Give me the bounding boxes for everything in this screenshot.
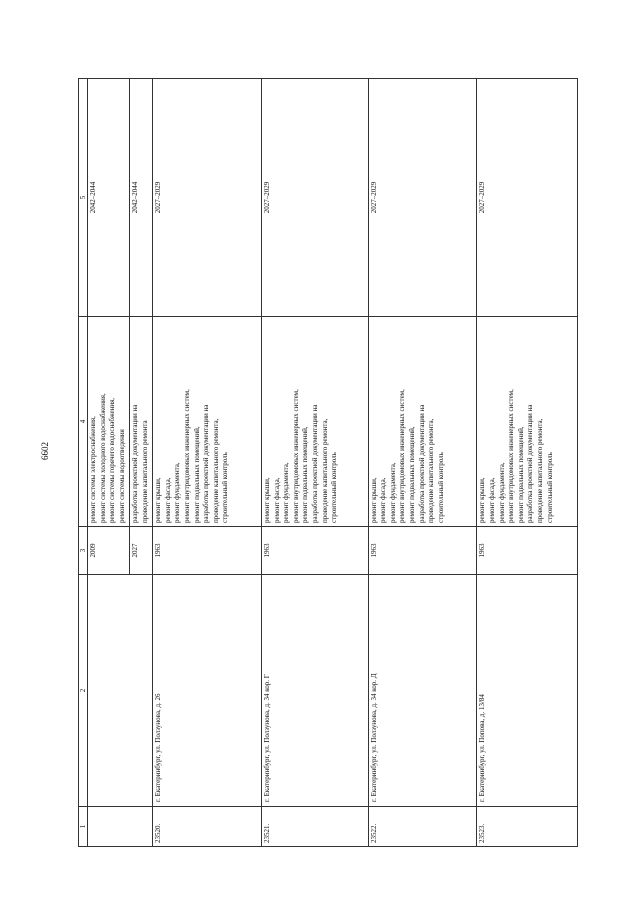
table-row [261, 79, 368, 847]
work-item: ремонт внутридомовых инженерных систем, [507, 389, 516, 523]
work-item: ремонт фундамента, [497, 462, 506, 523]
work-item: ремонт системы водоотведения [117, 429, 126, 523]
row-works [261, 317, 368, 527]
work-item: ремонт крыши, [154, 477, 163, 523]
work-item: ремонт внутридомовых инженерных систем, [398, 389, 407, 523]
work-item: проведение капитального ремонта, [320, 418, 329, 523]
row-year: 1963 [261, 527, 368, 575]
row-year: 1963 [153, 527, 262, 575]
row-address: г. Екатеринбург, ул. Ползунова, д. 26 [153, 575, 262, 807]
table-header-row [79, 79, 88, 847]
row-period: 2027–2029 [477, 79, 578, 317]
work-item: разработка проектной документации на [131, 404, 140, 523]
work-item: ремонт системы холодного водоснабжения, [98, 393, 107, 523]
row-address: г. Екатеринбург, ул. Ползунова, д. 34 кор. Г [261, 575, 368, 807]
work-item: разработка проектной документации на [202, 404, 211, 523]
column-header: 1 [79, 807, 88, 847]
row-address [88, 575, 153, 807]
work-item: разработка проектной документации на [310, 404, 319, 523]
work-item: ремонт фундамента, [173, 462, 182, 523]
row-year: 2009 [88, 527, 130, 575]
row-address: г. Екатеринбург, ул. Ползунова, д. 34 кор. Д [368, 575, 477, 807]
row-year: 2027 [130, 527, 153, 575]
row-period: 2042–2044 [88, 79, 130, 317]
work-item: строительный контроль [330, 452, 339, 523]
work-item: проведение капитального ремонта, [427, 418, 436, 523]
column-header: 4 [79, 317, 88, 527]
table-row [477, 79, 578, 847]
work-item: ремонт подвальных помещений, [192, 426, 201, 523]
row-year: 1963 [477, 527, 578, 575]
row-number: 23523. [477, 807, 578, 847]
row-works [153, 317, 262, 527]
work-item: ремонт крыши, [262, 477, 271, 523]
row-works [130, 317, 153, 527]
work-item: ремонт крыши, [369, 477, 378, 523]
work-item: ремонт фундамента, [388, 462, 397, 523]
work-item: разработка проектной документации на [526, 404, 535, 523]
work-item: строительный контроль [545, 452, 554, 523]
work-item: проведение капитального ремонта [141, 420, 150, 523]
page-number: 6602 [40, 442, 50, 460]
table-row [88, 79, 130, 847]
work-item: ремонт системы электроснабжения, [89, 416, 97, 523]
row-period: 2027–2029 [153, 79, 262, 317]
row-works [88, 317, 130, 527]
work-item: ремонт подвальных помещений, [408, 426, 417, 523]
work-item: строительный контроль [221, 452, 230, 523]
column-header: 2 [79, 575, 88, 807]
table-row [153, 79, 262, 847]
row-number: 23521. [261, 807, 368, 847]
work-item: ремонт внутридомовых инженерных систем, [291, 389, 300, 523]
row-period: 2027–2029 [368, 79, 477, 317]
work-item: разработка проектной документации на [417, 404, 426, 523]
row-number: 23520. [153, 807, 262, 847]
work-item: ремонт подвальных помещений, [301, 426, 310, 523]
row-number: 23522. [368, 807, 477, 847]
work-item: ремонт фасада, [272, 477, 281, 523]
row-address: г. Екатеринбург, ул. Попова, д. 13/84 [477, 575, 578, 807]
work-item: ремонт фасада, [163, 477, 172, 523]
work-item: ремонт крыши, [478, 477, 487, 523]
rotated-table-container [78, 79, 578, 847]
work-item: строительный контроль [436, 452, 445, 523]
column-header: 5 [79, 79, 88, 317]
work-item: ремонт подвальных помещений, [516, 426, 525, 523]
row-works [368, 317, 477, 527]
work-item: проведение капитального ремонта, [535, 418, 544, 523]
table-row [368, 79, 477, 847]
row-number [88, 807, 153, 847]
column-header: 3 [79, 527, 88, 575]
work-item: ремонт фасада, [487, 477, 496, 523]
work-item: ремонт фасада, [379, 477, 388, 523]
work-item: ремонт внутридомовых инженерных систем, [182, 389, 191, 523]
row-year: 1963 [368, 527, 477, 575]
capital-repair-table [78, 78, 578, 847]
work-item: проведение капитального ремонта, [211, 418, 220, 523]
row-works [477, 317, 578, 527]
work-item: ремонт системы горячего водоснабжения, [108, 397, 117, 523]
row-period: 2042–2044 [130, 79, 153, 317]
work-item: ремонт фундамента, [282, 462, 291, 523]
row-period: 2027–2029 [261, 79, 368, 317]
